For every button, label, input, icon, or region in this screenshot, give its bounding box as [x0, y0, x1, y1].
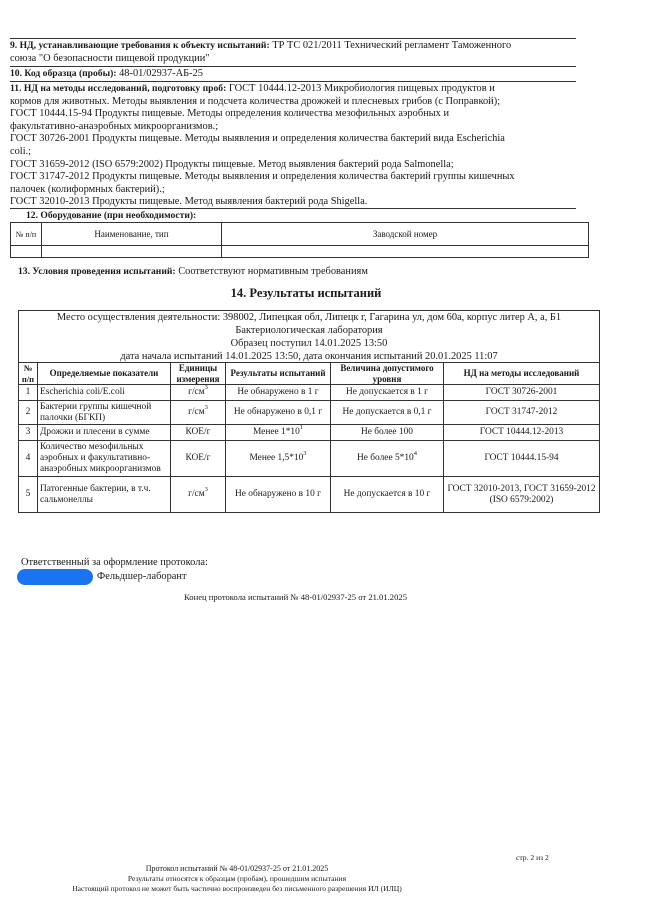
row-limit: Не допускается в 0,1 г — [331, 401, 444, 425]
received-date: Образец поступил 14.01.2025 13:50 — [230, 338, 388, 349]
table-row — [19, 477, 600, 513]
footer-line-2: Результаты относятся к образцам (пробам), прошедшим испытания — [127, 874, 347, 883]
test-dates: дата начала испытаний 14.01.2025 13:50, дата окончания испытаний 20.01.2025 11:07 — [120, 351, 498, 362]
row-method: ГОСТ 10444.15-94 — [444, 441, 600, 477]
method-line: ГОСТ 30726-2001 Продукты пищевые. Методы выявления и определения количества бактерий вида Escherichia — [10, 133, 505, 145]
method-line: ГОСТ 10444.12-2013 Микробиология пищевых продуктов и — [228, 83, 495, 94]
col-num: № п/п — [19, 363, 38, 385]
col-serial: Заводской номер — [222, 223, 589, 246]
section-9-text-2: союза "О безопасности пищевой продукции" — [10, 52, 210, 64]
section-10-label: 10. Код образца (пробы): — [10, 68, 117, 79]
divider — [10, 81, 576, 82]
section-13-label: 13. Условия проведения испытаний: — [18, 266, 176, 277]
method-line: ГОСТ 32010-2013 Продукты пищевые. Метод выявления бактерий рода Shigella. — [10, 196, 368, 208]
col-indicator: Определяемые показатели — [38, 363, 171, 385]
section-9-text: ТР ТС 021/2011 Технический регламент Таможенного — [272, 40, 512, 51]
row-indicator: Бактерии группы кишечной палочки (БГКП) — [38, 401, 171, 425]
table-row — [19, 385, 600, 401]
row-units: $г/см^3$ — [171, 477, 226, 513]
row-units: $г/см^3$ — [171, 385, 226, 401]
place-of-activity: Место осуществления деятельности: 398002, Липецкая обл, Липецк г, Гагарина ул, дом 60а, корпус литер А, а, Б1 — [56, 312, 562, 323]
equipment-cell — [222, 246, 589, 258]
section-11-label: 11. НД на методы исследований, подготовку проб: — [10, 83, 227, 94]
row-indicator: Патогенные бактерии, в т.ч. сальмонеллы — [38, 477, 171, 513]
table-row — [19, 425, 600, 441]
row-result: Менее $1*10^1$ — [226, 425, 331, 441]
divider — [10, 208, 576, 209]
row-limit: Не допускается в 10 г — [331, 477, 444, 513]
row-result: Не обнаружено в 1 г — [226, 385, 331, 401]
col-units: Единицы измерения — [171, 363, 226, 385]
section-13-value: Соответствуют нормативным требованиям — [178, 266, 368, 277]
col-limit: Величина допустимого уровня — [331, 363, 444, 385]
row-result: Не обнаружено в 10 г — [226, 477, 331, 513]
row-method: ГОСТ 10444.12-2013 — [444, 425, 600, 441]
table-row — [19, 401, 600, 425]
row-num: 1 — [19, 385, 38, 401]
equipment-table — [10, 222, 589, 258]
divider — [10, 66, 576, 67]
row-result: Не обнаружено в 0,1 г — [226, 401, 331, 425]
row-method: ГОСТ 31747-2012 — [444, 401, 600, 425]
row-num: 5 — [19, 477, 38, 513]
method-line: ГОСТ 31747-2012 Продукты пищевые. Методы выявления и определения количества бактерий группы кишечных — [10, 171, 515, 183]
row-indicator: Escherichia coli/E.coli — [38, 385, 171, 401]
method-line: ГОСТ 31659-2012 (ISO 6579:2002) Продукты пищевые. Метод выявления бактерий рода Salmonella; — [10, 158, 454, 170]
method-line: coli.; — [10, 145, 32, 157]
results-header-box — [18, 310, 600, 363]
row-limit: Не более 100 — [331, 425, 444, 441]
row-method: ГОСТ 30726-2001 — [444, 385, 600, 401]
signature-role: Фельдшер-лаборант — [97, 571, 187, 582]
section-11 — [10, 83, 576, 209]
method-line: факультативно-анаэробных микроорганизмов.; — [10, 120, 219, 132]
row-indicator: Количество мезофильных аэробных и факультативно-анаэробных микроорганизмов — [38, 441, 171, 477]
results-title: 14. Результаты испытаний — [230, 286, 382, 300]
section-13 — [18, 266, 368, 277]
table-row — [19, 441, 600, 477]
method-line: кормов для животных. Методы выявления и подсчета количества дрожжей и плесневых грибов (с Поправкой); — [10, 95, 501, 107]
row-num: 2 — [19, 401, 38, 425]
col-method: НД на методы исследований — [444, 363, 600, 385]
row-result: Менее $1,5*10^3$ — [226, 441, 331, 477]
signature-label: Ответственный за оформление протокола: — [21, 557, 208, 568]
section-12-label: 12. Оборудование (при необходимости): — [26, 210, 197, 221]
row-num: 4 — [19, 441, 38, 477]
col-num: № п/п — [11, 223, 42, 246]
footer-line-1: Протокол испытаний № 48-01/02937-25 от 21.01.2025 — [145, 864, 329, 873]
method-line: ГОСТ 10444.15-94 Продукты пищевые. Методы определения количества мезофильных аэробных и — [10, 108, 450, 120]
section-9 — [10, 40, 576, 65]
row-units: КОЕ/г — [171, 425, 226, 441]
row-limit: Не допускается в 1 г — [331, 385, 444, 401]
footer-line-3: Настоящий протокол не может быть частично воспроизведен без письменного разрешения ИЛ (ИЛЦ) — [72, 884, 402, 893]
divider — [10, 38, 576, 39]
row-units: КОЕ/г — [171, 441, 226, 477]
col-name: Наименование, тип — [42, 223, 222, 246]
col-result: Результаты испытаний — [226, 363, 331, 385]
section-9-label: 9. НД, устанавливающие требования к объекту испытаний: — [10, 40, 270, 51]
equipment-cell — [11, 246, 42, 258]
method-line: палочек (колиформных бактерий).; — [10, 183, 165, 195]
equipment-cell — [42, 246, 222, 258]
row-indicator: Дрожжи и плесени в сумме — [38, 425, 171, 441]
sample-code: 48-01/02937-АБ-25 — [119, 68, 203, 79]
section-10 — [10, 68, 576, 81]
row-limit: Не более $5*10^4$ — [331, 441, 444, 477]
page-number: стр. 2 из 2 — [516, 853, 549, 862]
row-method: ГОСТ 32010-2013, ГОСТ 31659-2012 (ISO 6579:2002) — [444, 477, 600, 513]
redacted-name — [17, 569, 93, 585]
lab-name: Бактериологическая лаборатория — [235, 325, 383, 336]
row-units: $г/см^3$ — [171, 401, 226, 425]
row-num: 3 — [19, 425, 38, 441]
results-table — [18, 362, 600, 513]
end-of-protocol-note: Конец протокола испытаний № 48-01/02937-25 от 21.01.2025 — [184, 592, 407, 602]
